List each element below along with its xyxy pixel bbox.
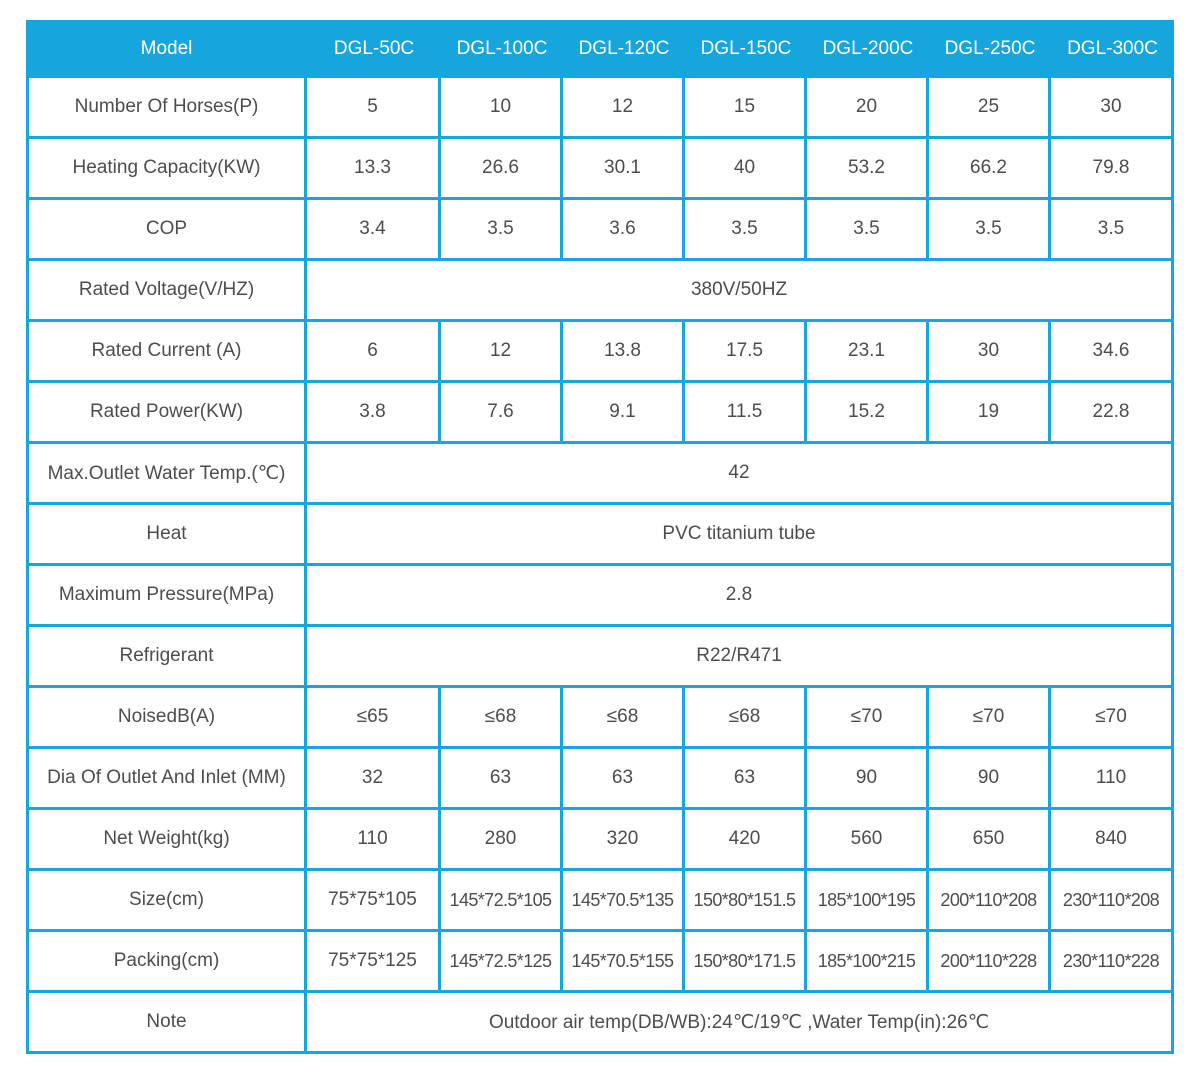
- table-row: [26, 505, 1174, 566]
- row-label: COP: [26, 200, 307, 261]
- value-cell: ≤68: [441, 688, 563, 749]
- table-row: [26, 932, 1174, 993]
- value-cell: 3.4: [307, 200, 441, 261]
- row-label: Rated Power(KW): [26, 383, 307, 444]
- value-cell: 230*110*208: [1051, 871, 1174, 932]
- value-cell: 53.2: [807, 139, 929, 200]
- row-label: Rated Voltage(V/HZ): [26, 261, 307, 322]
- value-cell: 3.5: [441, 200, 563, 261]
- value-cell: 22.8: [1051, 383, 1174, 444]
- row-label: Maximum Pressure(MPa): [26, 566, 307, 627]
- table-row: [26, 139, 1174, 200]
- value-cell: 840: [1051, 810, 1174, 871]
- merged-value-cell: 2.8: [307, 566, 1174, 627]
- value-cell: 560: [807, 810, 929, 871]
- merged-value-cell: R22/R471: [307, 627, 1174, 688]
- value-cell: 79.8: [1051, 139, 1174, 200]
- table-row: [26, 261, 1174, 322]
- table-row: [26, 444, 1174, 505]
- value-cell: 320: [563, 810, 685, 871]
- value-cell: 3.5: [929, 200, 1051, 261]
- value-cell: 63: [441, 749, 563, 810]
- value-cell: 7.6: [441, 383, 563, 444]
- value-cell: 9.1: [563, 383, 685, 444]
- value-cell: 6: [307, 322, 441, 383]
- value-cell: 30: [929, 322, 1051, 383]
- value-cell: 3.6: [563, 200, 685, 261]
- value-cell: ≤70: [1051, 688, 1174, 749]
- value-cell: 145*72.5*105: [441, 871, 563, 932]
- merged-value-cell: PVC titanium tube: [307, 505, 1174, 566]
- value-cell: 150*80*151.5: [685, 871, 807, 932]
- table-row: [26, 383, 1174, 444]
- table-row: [26, 993, 1174, 1054]
- value-cell: 185*100*215: [807, 932, 929, 993]
- header-row: [26, 20, 1174, 78]
- value-cell: 10: [441, 78, 563, 139]
- value-cell: 63: [563, 749, 685, 810]
- table-row: [26, 627, 1174, 688]
- value-cell: 66.2: [929, 139, 1051, 200]
- value-cell: 110: [1051, 749, 1174, 810]
- row-label: Packing(cm): [26, 932, 307, 993]
- table-row: [26, 810, 1174, 871]
- model-column-header: DGL-300C: [1051, 20, 1174, 78]
- value-cell: 19: [929, 383, 1051, 444]
- spec-table: [26, 20, 1174, 1054]
- value-cell: 12: [441, 322, 563, 383]
- value-cell: 200*110*228: [929, 932, 1051, 993]
- value-cell: 90: [929, 749, 1051, 810]
- model-column-header: DGL-100C: [441, 20, 563, 78]
- value-cell: 75*75*125: [307, 932, 441, 993]
- table-row: [26, 78, 1174, 139]
- table-row: [26, 322, 1174, 383]
- table-row: [26, 688, 1174, 749]
- model-column-header: DGL-200C: [807, 20, 929, 78]
- value-cell: 145*70.5*155: [563, 932, 685, 993]
- row-label: Rated Current (A): [26, 322, 307, 383]
- model-column-header: DGL-50C: [307, 20, 441, 78]
- value-cell: 420: [685, 810, 807, 871]
- value-cell: 63: [685, 749, 807, 810]
- value-cell: 26.6: [441, 139, 563, 200]
- value-cell: 90: [807, 749, 929, 810]
- row-label: Size(cm): [26, 871, 307, 932]
- value-cell: 230*110*228: [1051, 932, 1174, 993]
- value-cell: 3.5: [1051, 200, 1174, 261]
- model-column-header: DGL-150C: [685, 20, 807, 78]
- row-label: Net Weight(kg): [26, 810, 307, 871]
- value-cell: 75*75*105: [307, 871, 441, 932]
- merged-value-cell: 42: [307, 444, 1174, 505]
- value-cell: 650: [929, 810, 1051, 871]
- value-cell: ≤68: [685, 688, 807, 749]
- value-cell: 32: [307, 749, 441, 810]
- value-cell: 34.6: [1051, 322, 1174, 383]
- value-cell: ≤70: [929, 688, 1051, 749]
- row-label: Refrigerant: [26, 627, 307, 688]
- value-cell: 23.1: [807, 322, 929, 383]
- value-cell: 5: [307, 78, 441, 139]
- value-cell: 30.1: [563, 139, 685, 200]
- header-model-label: Model: [26, 20, 307, 78]
- value-cell: 40: [685, 139, 807, 200]
- value-cell: 185*100*195: [807, 871, 929, 932]
- table-row: [26, 749, 1174, 810]
- table-row: [26, 200, 1174, 261]
- value-cell: 13.3: [307, 139, 441, 200]
- value-cell: ≤68: [563, 688, 685, 749]
- value-cell: 13.8: [563, 322, 685, 383]
- value-cell: 3.5: [685, 200, 807, 261]
- model-column-header: DGL-120C: [563, 20, 685, 78]
- row-label: Dia Of Outlet And Inlet (MM): [26, 749, 307, 810]
- merged-value-cell: 380V/50HZ: [307, 261, 1174, 322]
- row-label: Heat: [26, 505, 307, 566]
- value-cell: 280: [441, 810, 563, 871]
- row-label: Max.Outlet Water Temp.(℃): [26, 444, 307, 505]
- row-label: Number Of Horses(P): [26, 78, 307, 139]
- merged-value-cell: Outdoor air temp(DB/WB):24℃/19℃ ,Water Temp(in):26℃: [307, 993, 1174, 1054]
- value-cell: 25: [929, 78, 1051, 139]
- value-cell: 145*70.5*135: [563, 871, 685, 932]
- table-row: [26, 871, 1174, 932]
- row-label: NoisedB(A): [26, 688, 307, 749]
- value-cell: 15: [685, 78, 807, 139]
- value-cell: 145*72.5*125: [441, 932, 563, 993]
- table-row: [26, 566, 1174, 627]
- value-cell: 17.5: [685, 322, 807, 383]
- row-label: Note: [26, 993, 307, 1054]
- value-cell: ≤65: [307, 688, 441, 749]
- row-label: Heating Capacity(KW): [26, 139, 307, 200]
- value-cell: 30: [1051, 78, 1174, 139]
- value-cell: 110: [307, 810, 441, 871]
- value-cell: 3.5: [807, 200, 929, 261]
- value-cell: 3.8: [307, 383, 441, 444]
- value-cell: 150*80*171.5: [685, 932, 807, 993]
- value-cell: 20: [807, 78, 929, 139]
- value-cell: 11.5: [685, 383, 807, 444]
- value-cell: 200*110*208: [929, 871, 1051, 932]
- value-cell: 15.2: [807, 383, 929, 444]
- value-cell: 12: [563, 78, 685, 139]
- model-column-header: DGL-250C: [929, 20, 1051, 78]
- value-cell: ≤70: [807, 688, 929, 749]
- spec-body: [26, 78, 1174, 1054]
